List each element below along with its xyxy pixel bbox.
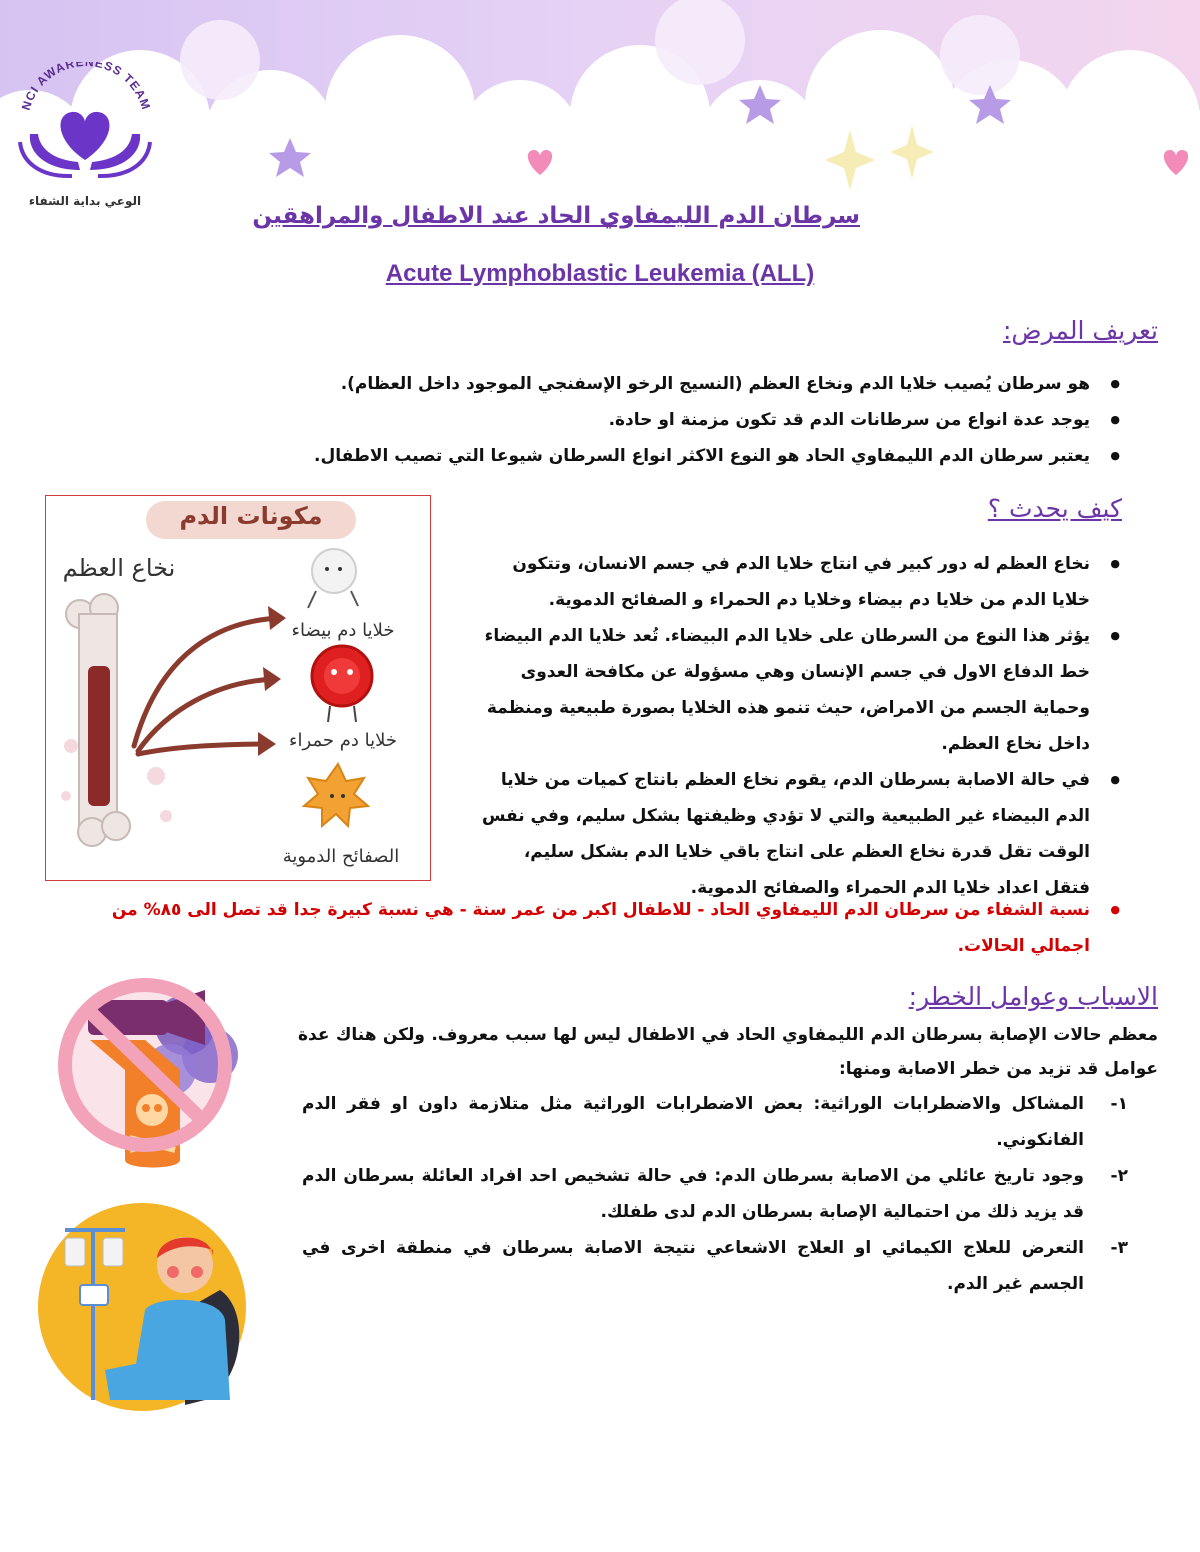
bone-icon bbox=[66, 594, 130, 846]
white-blood-cell-icon bbox=[308, 549, 358, 608]
nci-awareness-logo bbox=[10, 62, 160, 222]
header-clouds-background bbox=[0, 0, 1200, 200]
causes-intro: معظم حالات الإصابة بسرطان الدم الليمفاوي الحاد في الاطفال ليس لها سبب معروف. ولكن هناك عدة عوامل قد تزيد من خطر الاصابة ومنها: bbox=[298, 1025, 1158, 1079]
causes-heading: الاسباب وعوامل الخطر: bbox=[908, 982, 1158, 1011]
chemotherapy-patient-illustration bbox=[35, 1200, 250, 1415]
cure-rate-list bbox=[78, 892, 1128, 964]
blood-components-title: مكونات الدم bbox=[179, 502, 323, 530]
logo-caption: الوعي بداية الشفاء bbox=[28, 194, 142, 208]
platelet-icon bbox=[304, 764, 368, 826]
page-title-arabic: سرطان الدم الليمفاوي الحاد عند الاطفال والمراهقين bbox=[252, 203, 860, 229]
bone-marrow-label: نخاع العظم bbox=[62, 554, 176, 582]
toxic-chemicals-illustration bbox=[30, 970, 270, 1180]
list-item: ١- المشاكل والاضطرابات الوراثية: بعض الاضطرابات الوراثية مثل متلازمة داون او فقر الدم الفانكوني. bbox=[302, 1094, 1128, 1150]
list-item: ● يؤثر هذا النوع من السرطان على خلايا الدم البيضاء. تُعد خلايا الدم البيضاء خط الدفاع الاول في جسم الإنسان وهي مسؤولة عن مكافحة العدوى وحماية الجسم من الامراض، حيث تنمو هذه الخلايا بصورة طبيعية ومنظمة داخل نخاع العظم. bbox=[478, 618, 1128, 762]
page-title-english: Acute Lymphoblastic Leukemia (ALL) bbox=[385, 260, 815, 287]
list-item: ● نخاع العظم له دور كبير في انتاج خلايا الدم في جسم الانسان، وتتكون خلايا الدم من خلايا دم بيضاء وخلايا دم الحمراء و الصفائح الدموية. bbox=[478, 546, 1128, 618]
definition-heading: تعريف المرض: bbox=[1002, 316, 1158, 345]
how-list bbox=[478, 546, 1128, 906]
how-heading: كيف يحدث ؟ bbox=[987, 494, 1122, 523]
list-item: ٣- التعرض للعلاج الكيمائي او العلاج الاشعاعي نتيجة الاصابة بسرطان في منطقة اخرى في الجسم غير الدم. bbox=[302, 1238, 1128, 1294]
list-item: ● يوجد عدة انواع من سرطانات الدم قد تكون مزمنة او حادة. bbox=[228, 402, 1128, 438]
list-item: ٢- وجود تاريخ عائلي من الاصابة بسرطان الدم: في حالة تشخيص احد افراد العائلة بسرطان الدم قد يزيد ذلك من احتمالية الإصابة بسرطان الدم لدى طفلك. bbox=[302, 1166, 1128, 1222]
causes-list bbox=[302, 1086, 1152, 1302]
platelets-label: الصفائح الدموية bbox=[282, 846, 400, 867]
cure-rate-item: ● نسبة الشفاء من سرطان الدم الليمفاوي الحاد - للاطفال اكبر من عمر سنة - هي نسبة كبيرة جدا قد تصل الى ٨٥% من اجمالي الحالات. bbox=[78, 892, 1128, 964]
red-blood-cell-icon bbox=[312, 646, 372, 722]
list-item: ● يعتبر سرطان الدم الليمفاوي الحاد هو النوع الاكثر انواع السرطان شيوعا التي تصيب الاطفال. bbox=[228, 438, 1128, 474]
blood-components-illustration bbox=[45, 495, 431, 881]
definition-list bbox=[228, 366, 1128, 474]
white-cells-label: خلايا دم بيضاء bbox=[291, 620, 395, 641]
svg-text:NCI AWARENESS TEAM: NCI AWARENESS TEAM bbox=[18, 62, 154, 112]
list-item: ● هو سرطان يُصيب خلايا الدم ونخاع العظم (النسيج الرخو الإسفنجي الموجود داخل العظام). bbox=[228, 366, 1128, 402]
list-item: ● في حالة الاصابة بسرطان الدم، يقوم نخاع العظم بانتاج كميات من خلايا الدم البيضاء غير الطبيعية والتي لا تؤدي وظيفتها بشكل سليم، وفي نفس الوقت تقل قدرة نخاع العظم على انتاج باقي خلايا الدم بشكل سليم، فتقل اعداد خلايا الدم الحمراء والصفائح الدموية. bbox=[478, 762, 1128, 906]
red-cells-label: خلايا دم حمراء bbox=[289, 730, 397, 751]
